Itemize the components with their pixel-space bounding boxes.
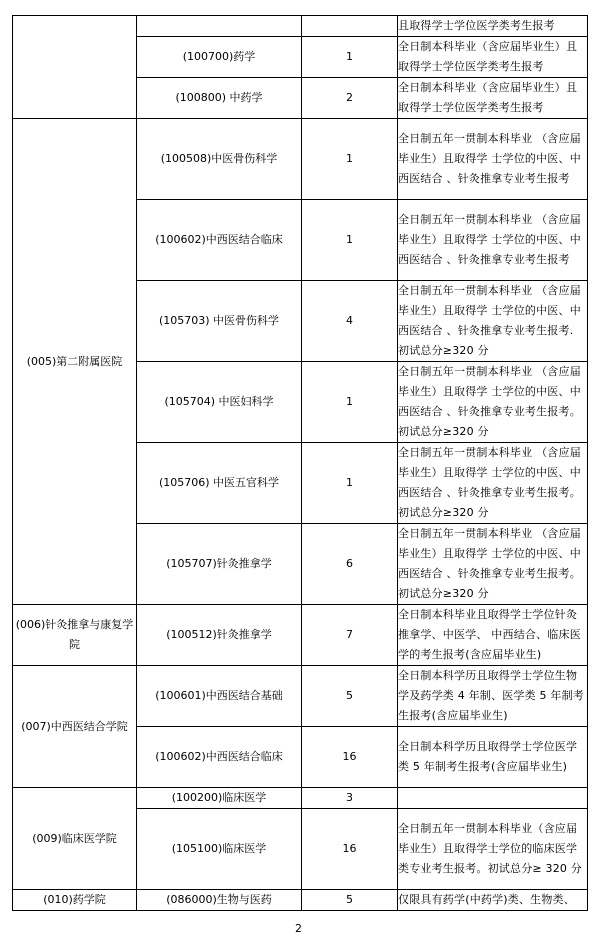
- table-row: [13, 605, 588, 666]
- table-row: [13, 788, 588, 809]
- quota-cell: 16: [302, 727, 398, 788]
- major-cell: (100602)中西医结合临床: [137, 200, 302, 281]
- requirement-cell: 全日制本科毕业（含应届毕业生）且取得学士学位医学类考生报考: [398, 37, 588, 78]
- dept-cell: (007)中西医结合学院: [13, 666, 137, 788]
- quota-cell: 16: [302, 809, 398, 890]
- quota-cell: 7: [302, 605, 398, 666]
- table-row: [13, 16, 588, 37]
- quota-cell: 1: [302, 200, 398, 281]
- requirement-cell: 全日制本科学历且取得学士学位医学类 5 年制考生报考(含应届毕业生): [398, 727, 588, 788]
- requirement-cell: [398, 788, 588, 809]
- major-cell: (086000)生物与医药: [137, 890, 302, 911]
- requirement-cell: 全日制五年一贯制本科毕业 （含应届毕业生）且取得学 士学位的中医、中西医结合 、针灸推拿专业考生报考。初试总分≥320 分: [398, 362, 588, 443]
- table-row: [13, 890, 588, 911]
- requirement-cell: 全日制本科毕业且取得学士学位针灸推拿学、中医学、 中西结合、临床医学的考生报考(含应届毕业生): [398, 605, 588, 666]
- requirement-cell: 全日制五年一贯制本科毕业（含应届毕业生）且取得学士学位的临床医学类专业考生报考。初试总分≥ 320 分: [398, 809, 588, 890]
- quota-cell: 1: [302, 119, 398, 200]
- quota-cell: 6: [302, 524, 398, 605]
- quota-cell: 3: [302, 788, 398, 809]
- major-cell: (105704) 中医妇科学: [137, 362, 302, 443]
- dept-cell: (005)第二附属医院: [13, 119, 137, 605]
- requirement-cell: 全日制五年一贯制本科毕业 （含应届毕业生）且取得学 士学位的中医、中西医结合 、针灸推拿专业考生报考: [398, 119, 588, 200]
- requirement-cell: 仅限具有药学(中药学)类、生物类、: [398, 890, 588, 911]
- quota-cell: 5: [302, 890, 398, 911]
- dept-cell: (006)针灸推拿与康复学院: [13, 605, 137, 666]
- major-cell: (105707)针灸推拿学: [137, 524, 302, 605]
- requirement-cell: 全日制本科学历且取得学士学位生物学及药学类 4 年制、医学类 5 年制考生报考(含应届毕业生): [398, 666, 588, 727]
- admissions-table: [12, 15, 588, 911]
- quota-cell: 1: [302, 362, 398, 443]
- major-cell: (100512)针灸推拿学: [137, 605, 302, 666]
- table-row: [13, 666, 588, 727]
- requirement-cell: 全日制五年一贯制本科毕业 （含应届毕业生）且取得学 士学位的中医、中西医结合 、针灸推拿专业考生报考。初试总分≥320 分: [398, 443, 588, 524]
- major-cell: (105703) 中医骨伤科学: [137, 281, 302, 362]
- page-number: 2: [295, 922, 302, 935]
- major-cell: (100800) 中药学: [137, 78, 302, 119]
- quota-cell: 2: [302, 78, 398, 119]
- dept-cell: (010)药学院: [13, 890, 137, 911]
- major-cell: (100601)中西医结合基础: [137, 666, 302, 727]
- requirement-cell: 全日制五年一贯制本科毕业 （含应届毕业生）且取得学 士学位的中医、中西医结合 、针灸推拿专业考生报考。初试总分≥320 分: [398, 524, 588, 605]
- quota-cell: 4: [302, 281, 398, 362]
- major-cell: (100508)中医骨伤科学: [137, 119, 302, 200]
- major-cell: (105100)临床医学: [137, 809, 302, 890]
- major-cell: (100700)药学: [137, 37, 302, 78]
- dept-cell: (009)临床医学院: [13, 788, 137, 890]
- requirement-cell: 全日制五年一贯制本科毕业 （含应届毕业生）且取得学 士学位的中医、中西医结合 、针灸推拿专业考生报考: [398, 200, 588, 281]
- major-cell: (105706) 中医五官科学: [137, 443, 302, 524]
- quota-cell: 5: [302, 666, 398, 727]
- major-cell: (100602)中西医结合临床: [137, 727, 302, 788]
- quota-cell: 1: [302, 37, 398, 78]
- quota-cell: 1: [302, 443, 398, 524]
- major-cell: (100200)临床医学: [137, 788, 302, 809]
- requirement-cell: 全日制本科毕业（含应届毕业生）且取得学士学位医学类考生报考: [398, 78, 588, 119]
- table-row: [13, 119, 588, 200]
- dept-cell: [13, 16, 137, 119]
- quota-cell: [302, 16, 398, 37]
- requirement-cell: 且取得学士学位医学类考生报考: [398, 16, 588, 37]
- requirement-cell: 全日制五年一贯制本科毕业 （含应届毕业生）且取得学 士学位的中医、中西医结合 、针灸推拿专业考生报考. 初试总分≥320 分: [398, 281, 588, 362]
- major-cell: [137, 16, 302, 37]
